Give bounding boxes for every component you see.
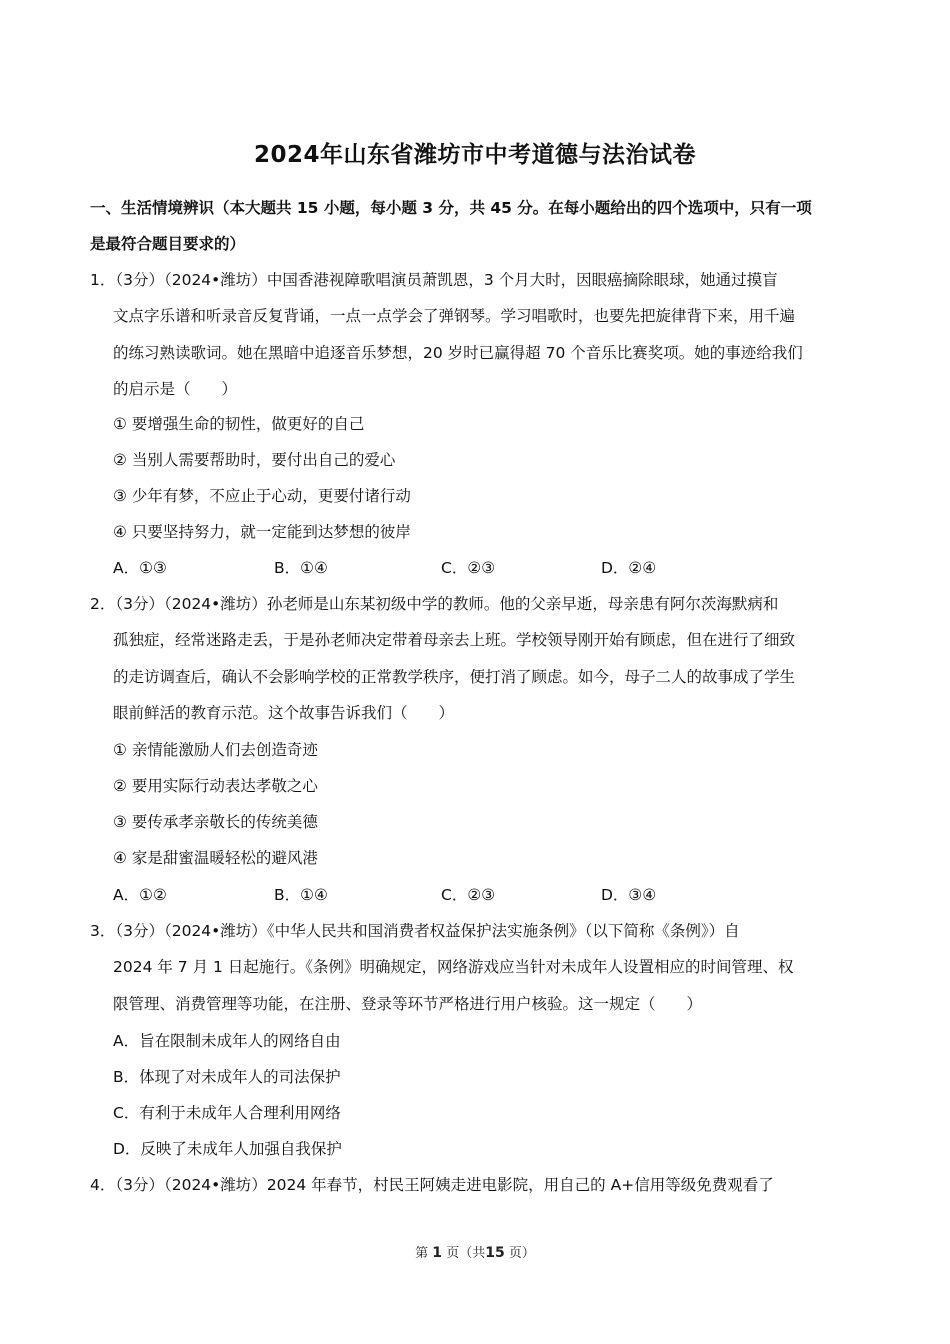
question-1-item-1: ① 要增强生命的韧性，做更好的自己 [113, 415, 365, 433]
question-2-choice-c[interactable]: C．②③ [441, 886, 496, 904]
section-heading-line1: 一、生活情境辨识（本大题共 15 小题，每小题 3 分，共 45 分。在每小题给出的四个选项中，只有一项 [90, 199, 812, 217]
section-heading-line2: 是最符合题目要求的） [90, 235, 246, 253]
question-1-choice-c[interactable]: C．②③ [441, 559, 496, 577]
page-footer [0, 1242, 950, 1261]
question-1-line4: 的启示是（ ） [113, 379, 238, 398]
question-3-choice-c[interactable]: C．有利于未成年人合理利用网络 [113, 1104, 341, 1122]
question-1-choice-a[interactable]: A．①③ [113, 559, 167, 577]
question-2-item-2: ② 要用实际行动表达孝敬之心 [113, 777, 318, 795]
question-1-line3: 的练习熟读歌词。她在黑暗中追逐音乐梦想，20 岁时已赢得超 70 个音乐比赛奖项。她的事迹给我们 [113, 343, 803, 362]
question-1-choice-b[interactable]: B．①④ [274, 559, 328, 577]
question-3-choice-d[interactable]: D．反映了未成年人加强自我保护 [113, 1140, 342, 1158]
question-1-line2: 文点字乐谱和听录音反复背诵，一点一点学会了弹钢琴。学习唱歌时，也要先把旋律背下来，用千遍 [113, 307, 796, 326]
question-1-item-3: ③ 少年有梦，不应止于心动，更要付诸行动 [113, 487, 411, 505]
question-2-line3: 的走访调查后，确认不会影响学校的正常教学秩序，便打消了顾虑。如今，母子二人的故事成了学生 [113, 667, 796, 686]
question-2-item-3: ③ 要传承孝亲敬长的传统美德 [113, 813, 318, 831]
question-3 [90, 913, 862, 1022]
question-2-line2: 孤独症，经常迷路走丢，于是孙老师决定带着母亲去上班。学校领导刚开始有顾虑，但在进行了细致 [113, 631, 796, 650]
question-2-item-1: ① 亲情能激励人们去创造奇迹 [113, 741, 318, 759]
question-1-item-4: ④ 只要坚持努力，就一定能到达梦想的彼岸 [113, 523, 411, 541]
question-1-choice-d[interactable]: D．②④ [601, 559, 657, 577]
question-4 [90, 1167, 862, 1203]
question-2-line4: 眼前鲜活的教育示范。这个故事告诉我们（ ） [113, 703, 455, 722]
question-2-line1: 2．（3分）（2024•潍坊）孙老师是山东某初级中学的教师。他的父亲早逝，母亲患有阿尔茨海默病和 [90, 595, 779, 613]
question-3-line1: 3．（3分）（2024•潍坊）《中华人民共和国消费者权益保护法实施条例》（以下简称《条例》）自 [90, 922, 740, 940]
question-1 [90, 262, 862, 407]
question-2 [90, 586, 862, 731]
question-2-choice-d[interactable]: D．③④ [601, 886, 657, 904]
question-2-choice-a[interactable]: A．①② [113, 886, 167, 904]
footer-page-number: 1 [432, 1245, 443, 1261]
footer-prefix: 第 [415, 1246, 429, 1261]
footer-suffix: 页） [508, 1246, 535, 1261]
question-1-item-2: ② 当别人需要帮助时，要付出自己的爱心 [113, 451, 396, 469]
footer-middle: 页（共 [446, 1246, 486, 1261]
question-2-choice-b[interactable]: B．①④ [274, 886, 328, 904]
footer-total-pages: 15 [485, 1245, 505, 1261]
question-2-item-4: ④ 家是甜蜜温暖轻松的避风港 [113, 849, 318, 867]
question-3-choice-b[interactable]: B．体现了对未成年人的司法保护 [113, 1068, 341, 1086]
section-heading [90, 190, 862, 262]
question-3-line2: 2024 年 7 月 1 日起施行。《条例》明确规定，网络游戏应当针对未成年人设置相应的时间管理、权 [113, 958, 794, 977]
exam-title: 2024年山东省潍坊市中考道德与法治试卷 [253, 142, 696, 168]
question-1-line1: 1．（3分）（2024•潍坊）中国香港视障歌唱演员萧凯恩，3 个月大时，因眼癌摘除眼球，她通过摸盲 [90, 271, 778, 289]
question-3-line3: 限管理、消费管理等功能，在注册、登录等环节严格进行用户核验。这一规定（ ） [113, 994, 703, 1013]
question-3-choice-a[interactable]: A．旨在限制未成年人的网络自由 [113, 1032, 341, 1050]
question-4-line1: 4．（3分）（2024•潍坊）2024 年春节，村民王阿姨走进电影院，用自己的 A+信用等级免费观看了 [90, 1176, 774, 1194]
